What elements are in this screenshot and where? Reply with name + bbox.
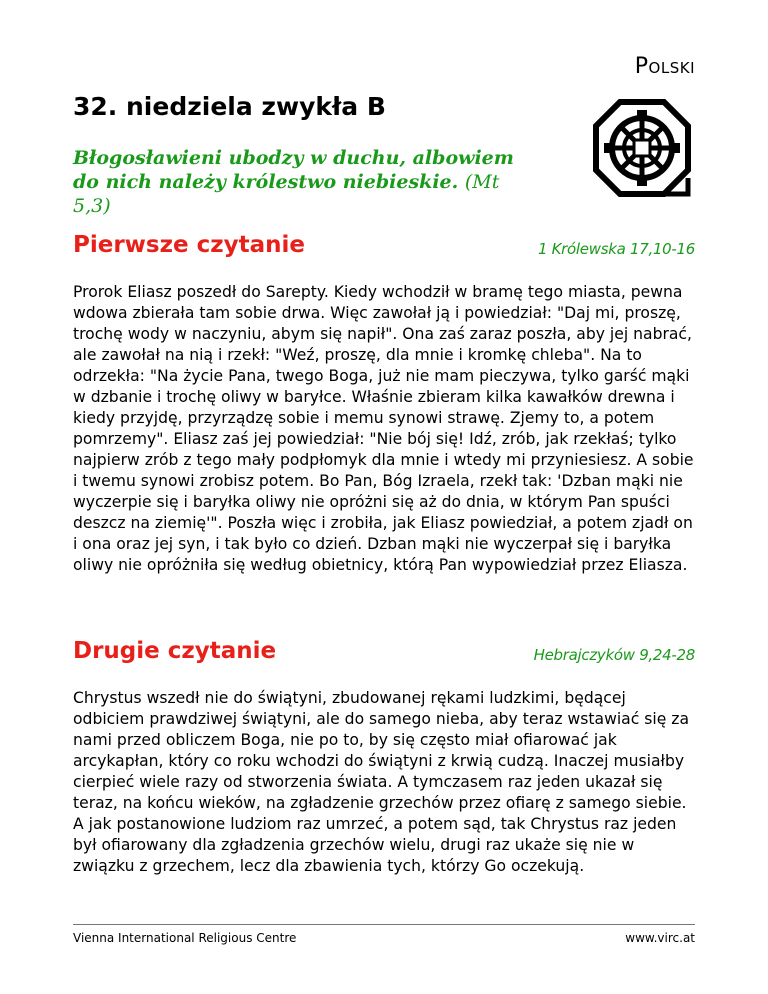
page-title: 32. niedziela zwykła B	[73, 92, 386, 121]
motto-text: Błogosławieni ubodzy w duchu, albowiem do nich należy królestwo niebieskie.	[73, 147, 514, 193]
footer-divider	[73, 924, 695, 925]
virc-emblem-icon	[590, 96, 694, 200]
second-reading-section	[73, 638, 695, 877]
language-label: Polski	[634, 54, 695, 79]
first-reading-title: Pierwsze czytanie	[73, 232, 305, 258]
first-reading-reference: 1 Królewska 17,10-16	[537, 240, 695, 258]
second-reading-text: Chrystus wszedł nie do świątyni, zbudowanej rękami ludzkimi, będącej odbiciem prawdziwej świątyni, ale do samego nieba, aby teraz wstawiać się za nami przed obliczem Boga, nie po to, by się często miał ofiarować jak arcykapłan, który co roku wchodzi do świątyni z krwią cudzą. Inaczej musiałby cierpieć wiele razy od stworzenia świata. A tymczasem raz jeden ukazał się teraz, na końcu wieków, na zgładzenie grzechów przez ofiarę z samego siebie. A jak postanowione ludziom raz umrzeć, a potem sąd, tak Chrystus raz jeden był ofiarowany dla zgładzenia grzechów wielu, drugi raz ukaże się nie w związku z grzechem, lecz dla zbawienia tych, którzy Go oczekują.	[73, 689, 690, 875]
first-reading-header	[73, 232, 695, 268]
footer-organization: Vienna International Religious Centre	[73, 931, 297, 945]
motto	[73, 146, 543, 218]
motto-reference: (Mt 5,3)	[73, 171, 500, 217]
second-reading-reference: Hebrajczyków 9,24-28	[533, 646, 695, 664]
first-reading-section	[73, 232, 695, 576]
second-reading-header	[73, 638, 695, 674]
first-reading-text: Prorok Eliasz poszedł do Sarepty. Kiedy wchodził w bramę tego miasta, pewna wdowa zbierała tam sobie drwa. Więc zawołał ją i powiedział: "Daj mi, proszę, trochę wody w naczyniu, abym się napił". Ona zaś zaraz poszła, aby jej nabrać, ale zawołał na nią i rzekł: "Weź, proszę, dla mnie i kromkę chleba". Na to odrzekła: "Na życie Pana, twego Boga, już nie mam pieczywa, tylko garść mąki w dzbanie i trochę oliwy w baryłce. Właśnie zbieram kilka kawałków drewna i kiedy przyjdę, przyrządzę sobie i memu synowi strawę. Zjemy to, a potem pomrzemy". Eliasz zaś jej powiedział: "Nie bój się! Idź, zrób, jak rzekłaś; tylko najpierw zrób z tego mały podpłomyk dla mnie i wtedy mi przyniesiesz. A sobie i twemu synowi zrobisz potem. Bo Pan, Bóg Izraela, rzekł tak: 'Dzban mąki nie wyczerpie się i baryłka oliwy nie opróżni się aż do dnia, w którym Pan spuści deszcz na ziemię'". Poszła więc i zrobiła, jak Eliasz powiedział, a potem zjadł on i ona oraz jej syn, i tak było co dzień. Dzban mąki nie wyczerpał się i baryłka oliwy nie opróżniła się według obietnicy, którą Pan wypowiedział przez Eliasza.	[73, 283, 694, 574]
second-reading-title: Drugie czytanie	[73, 638, 277, 664]
footer-url: www.virc.at	[625, 931, 695, 945]
